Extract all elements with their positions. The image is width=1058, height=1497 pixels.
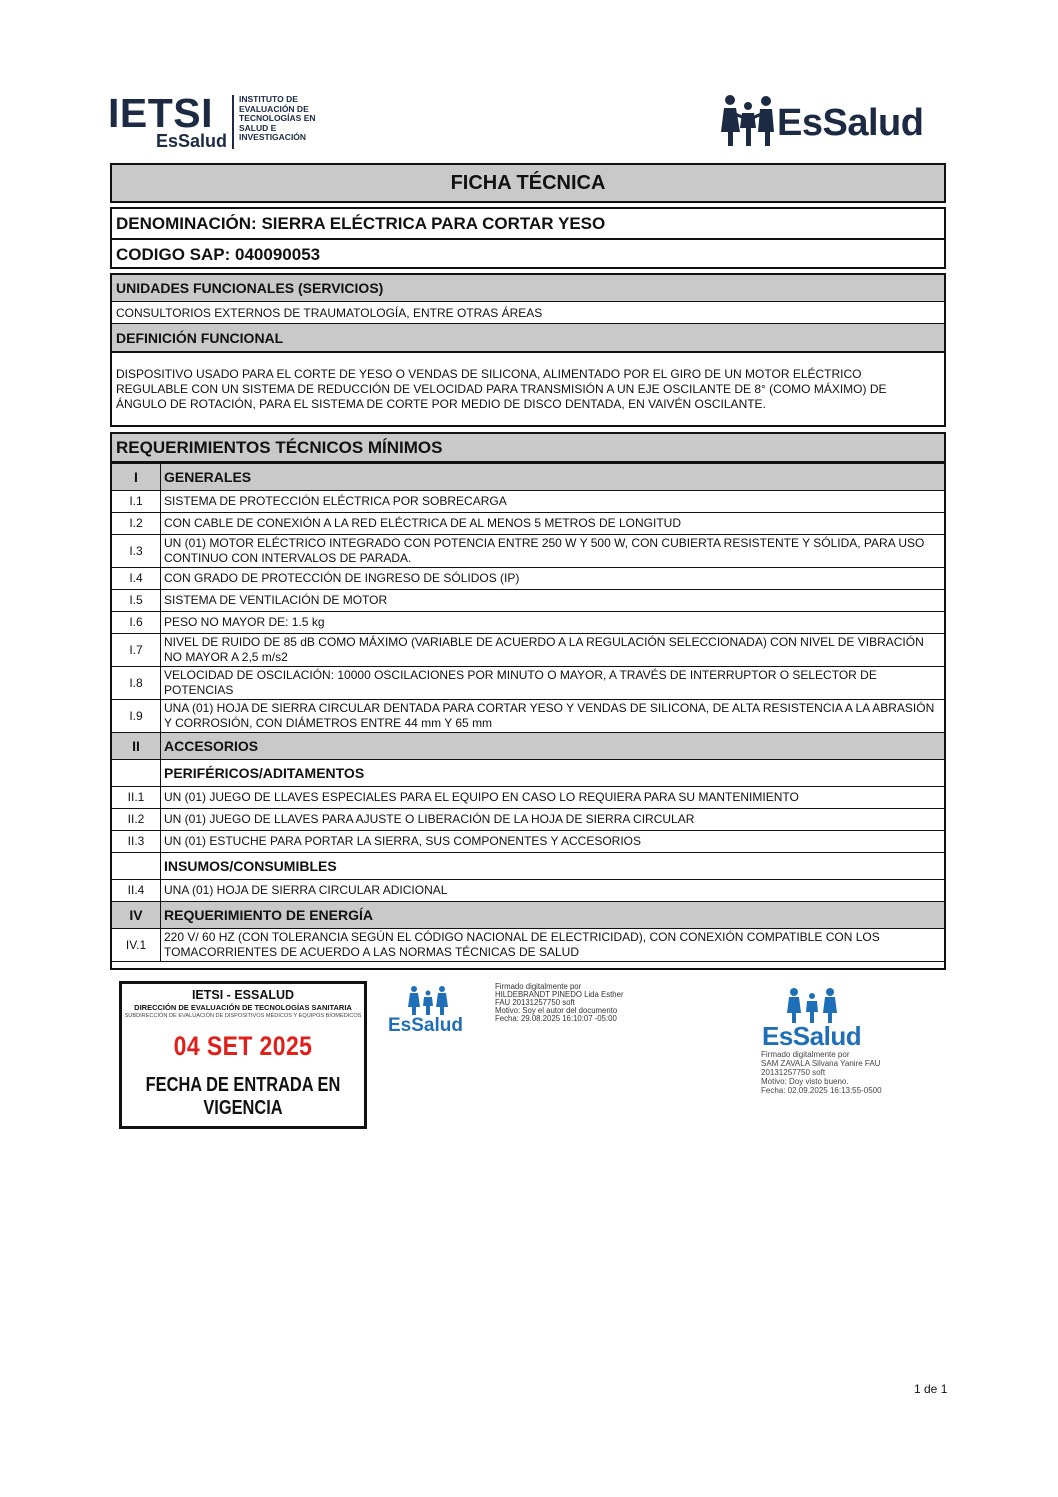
- family-icon: [784, 987, 840, 1023]
- signature2-logo: [760, 987, 860, 1049]
- signature2-logo-word: EsSalud: [762, 1021, 862, 1051]
- family-icon: [406, 985, 450, 1015]
- requirement-code: II.4: [112, 880, 161, 902]
- requirement-text: VELOCIDAD DE OSCILACIÓN: 10000 OSCILACIONES POR MINUTO O MAYOR, A TRAVÉS DE INTERRUPTOR O SELECTOR DE POTENCIAS: [161, 667, 945, 700]
- requirements-subsection-row: [112, 760, 944, 787]
- family-icon: [720, 92, 776, 148]
- definition-heading: DEFINICIÓN FUNCIONAL: [112, 324, 944, 351]
- requirements-table: [112, 463, 944, 962]
- requirements-item-row: [112, 809, 944, 831]
- requirement-code: I.8: [112, 667, 161, 700]
- requirements-item-row: [112, 831, 944, 853]
- page-number: 1 de 1: [914, 1382, 948, 1396]
- requirement-code: I.5: [112, 590, 161, 612]
- requirement-code: II.1: [112, 787, 161, 809]
- requirements-item-row: [112, 491, 944, 513]
- requirements-box: [110, 432, 946, 970]
- signature1-text: Firmado digitalmente por HILDEBRANDT PINEDO Lida Esther FAU 20131257750 soft Motivo: Soy el autor del documento Fecha: 29.08.2025 16:10:07 -05:00: [495, 982, 624, 1023]
- requirement-text: CON CABLE DE CONEXIÓN A LA RED ELÉCTRICA DE AL MENOS 5 METROS DE LONGITUD: [161, 513, 945, 535]
- requirement-text: UNA (01) HOJA DE SIERRA CIRCULAR DENTADA PARA CORTAR YESO Y VENDAS DE SILICONA, DE ALTA RESISTENCIA A LA ABRASIÓN Y CORROSIÓN, CON DIÁMETROS ENTRE 44 mm Y 65 mm: [161, 700, 945, 733]
- units-value: CONSULTORIOS EXTERNOS DE TRAUMATOLOGÍA, ENTRE OTRAS ÁREAS: [112, 302, 944, 324]
- requirement-text: SISTEMA DE VENTILACIÓN DE MOTOR: [161, 590, 945, 612]
- requirements-subsection-row: [112, 853, 944, 880]
- ietsi-logo-sub: EsSalud: [156, 131, 228, 151]
- requirement-code: IV: [112, 902, 161, 929]
- requirement-code: II.3: [112, 831, 161, 853]
- definition-text: DISPOSITIVO USADO PARA EL CORTE DE YESO O VENDAS DE SILICONA, ALIMENTADO POR EL GIRO DE UN MOTOR ELÉCTRICO REGULABLE CON UN SISTEMA DE REDUCCIÓN DE VELOCIDAD PARA TRANSMISIÓN A UN EJE OSCILANTE DE 8° (COMO MÁXIMO) DE ÁNGULO DE ROTACIÓN, PARA EL SISTEMA DE CORTE POR MEDIO DE DISCO DENTADA, EN VAIVÉN OSCILANTE.: [112, 351, 944, 425]
- functional-box: [110, 273, 946, 427]
- requirement-code: [112, 760, 161, 787]
- stamp-date: 04 SET 2025: [173, 1031, 313, 1061]
- requirement-code: [112, 853, 161, 880]
- validity-stamp: [119, 981, 367, 1129]
- requirements-item-row: [112, 880, 944, 902]
- signature2-text: Firmado digitalmente por SAM ZAVALA Silvana Yanire FAU 20131257750 soft Motivo: Doy visto bueno. Fecha: 02.09.2025 16:13:55-0500: [761, 1050, 882, 1095]
- stamp-subdirection: SUBDIRECCIÓN DE EVALUACIÓN DE DISPOSITIVOS MÉDICOS Y EQUIPOS BIOMÉDICOS: [124, 1013, 362, 1019]
- requirement-text: NIVEL DE RUIDO DE 85 dB COMO MÁXIMO (VARIABLE DE ACUERDO A LA REGULACIÓN SELECCIONADA) CON NIVEL DE VIBRACIÓN NO MAYOR A 2,5 m/s2: [161, 634, 945, 667]
- signature1-logo: [388, 985, 468, 1037]
- requirement-code: I.9: [112, 700, 161, 733]
- denomination: DENOMINACIÓN: SIERRA ELÉCTRICA PARA CORTAR YESO: [116, 213, 606, 233]
- requirements-item-row: [112, 787, 944, 809]
- requirement-text: PERIFÉRICOS/ADITAMENTOS: [161, 760, 945, 787]
- requirement-text: REQUERIMIENTO DE ENERGÍA: [161, 902, 945, 929]
- requirement-text: UN (01) JUEGO DE LLAVES ESPECIALES PARA EL EQUIPO EN CASO LO REQUIERA PARA SU MANTENIMIENTO: [161, 787, 945, 809]
- requirement-text: UN (01) MOTOR ELÉCTRICO INTEGRADO CON POTENCIA ENTRE 250 W Y 500 W, CON CUBIERTA RESISTENTE Y SÓLIDA, PARA USO CONTINUO CON INTERVALOS DE PARADA.: [161, 535, 945, 568]
- requirement-code: II.2: [112, 809, 161, 831]
- requirement-code: II: [112, 733, 161, 760]
- ietsi-logo-name: IETSI: [108, 90, 214, 136]
- stamp-direction: DIRECCIÓN DE EVALUACIÓN DE TECNOLOGÍAS SANITARIA: [134, 1003, 352, 1012]
- ietsi-logo-divider: [232, 95, 234, 149]
- requirement-text: UN (01) ESTUCHE PARA PORTAR LA SIERRA, SUS COMPONENTES Y ACCESORIOS: [161, 831, 945, 853]
- stamp-title: IETSI - ESSALUD: [191, 988, 295, 1002]
- requirement-text: UNA (01) HOJA DE SIERRA CIRCULAR ADICIONAL: [161, 880, 945, 902]
- requirements-item-row: [112, 535, 944, 568]
- requirement-code: I.6: [112, 612, 161, 634]
- sap-code: CODIGO SAP: 040090053: [112, 238, 944, 269]
- requirement-text: GENERALES: [161, 464, 945, 491]
- stamp-caption: FECHA DE ENTRADA EN VIGENCIA: [145, 1074, 341, 1119]
- requirements-section-row: [112, 733, 944, 760]
- requirement-code: I.1: [112, 491, 161, 513]
- requirement-code: I: [112, 464, 161, 491]
- essalud-logo: [720, 92, 950, 148]
- requirements-item-row: [112, 700, 944, 733]
- requirement-text: PESO NO MAYOR DE: 1.5 kg: [161, 612, 945, 634]
- denomination-box: [110, 207, 946, 269]
- requirement-text: SISTEMA DE PROTECCIÓN ELÉCTRICA POR SOBRECARGA: [161, 491, 945, 513]
- essalud-logo-word: EsSalud: [777, 102, 924, 144]
- requirement-code: I.2: [112, 513, 161, 535]
- signature1-logo-word: EsSalud: [388, 1015, 463, 1036]
- requirement-text: ACCESORIOS: [161, 733, 945, 760]
- requirement-code: I.7: [112, 634, 161, 667]
- requirement-text: UN (01) JUEGO DE LLAVES PARA AJUSTE O LIBERACIÓN DE LA HOJA DE SIERRA CIRCULAR: [161, 809, 945, 831]
- requirements-item-row: [112, 513, 944, 535]
- requirements-item-row: [112, 667, 944, 700]
- requirement-text: INSUMOS/CONSUMIBLES: [161, 853, 945, 880]
- ietsi-logo-description: INSTITUTO DE EVALUACIÓN DE TECNOLOGÍAS EN SALUD E INVESTIGACIÓN: [239, 94, 316, 143]
- requirement-code: IV.1: [112, 929, 161, 962]
- ietsi-logo: [108, 90, 328, 153]
- requirement-code: I.4: [112, 568, 161, 590]
- page-title: FICHA TÉCNICA: [110, 163, 946, 203]
- requirement-code: I.3: [112, 535, 161, 568]
- requirement-text: CON GRADO DE PROTECCIÓN DE INGRESO DE SÓLIDOS (IP): [161, 568, 945, 590]
- requirements-heading: REQUERIMIENTOS TÉCNICOS MÍNIMOS: [112, 434, 944, 463]
- requirements-item-row: [112, 612, 944, 634]
- requirements-item-row: [112, 568, 944, 590]
- requirements-item-row: [112, 634, 944, 667]
- requirements-item-row: [112, 590, 944, 612]
- units-heading: UNIDADES FUNCIONALES (SERVICIOS): [112, 275, 944, 302]
- requirements-item-row: [112, 929, 944, 962]
- requirement-text: 220 V/ 60 HZ (CON TOLERANCIA SEGÚN EL CÓDIGO NACIONAL DE ELECTRICIDAD), CON CONEXIÓN COMPATIBLE CON LOS TOMACORRIENTES DE ACUERDO A LAS NORMAS TÉCNICAS DE SALUD: [161, 929, 945, 962]
- requirements-section-row: [112, 464, 944, 491]
- requirements-section-row: [112, 902, 944, 929]
